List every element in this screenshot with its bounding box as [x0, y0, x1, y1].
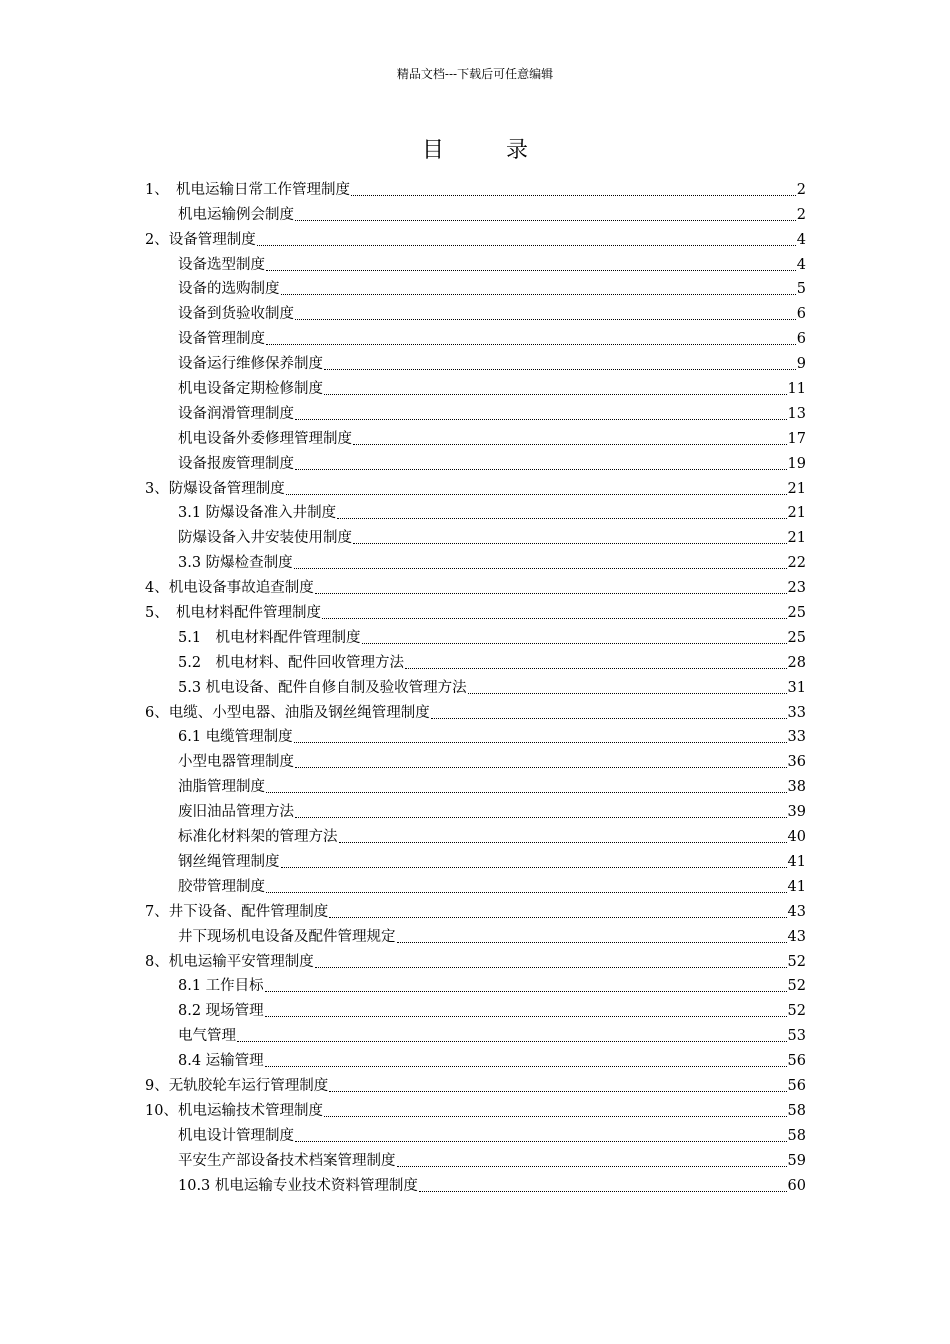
page-header: 精品文档---下载后可任意编辑: [396, 67, 554, 81]
toc-entry-page-number: 36: [787, 754, 806, 771]
dot-leader: [295, 220, 796, 221]
toc-entry-page-number: 4: [796, 256, 806, 273]
toc-entry-page-number: 60: [787, 1177, 806, 1194]
toc-entry[interactable]: [145, 1121, 806, 1146]
toc-entry-label: 设备的选购制度: [178, 281, 280, 298]
toc-entry-page-number: 43: [787, 903, 806, 920]
toc-entry-page-number: 19: [787, 455, 806, 472]
toc-entry-page-number: 28: [787, 654, 806, 671]
toc-entry-page-number: 22: [787, 555, 806, 572]
toc-entry-page-number: 11: [787, 381, 806, 398]
toc-entry-page-number: 38: [787, 779, 806, 796]
toc-entry-label: 油脂管理制度: [178, 779, 265, 796]
toc-title: 目录: [421, 138, 590, 163]
toc-entry-page-number: 52: [787, 978, 806, 995]
toc-entry-label: 设备润滑管理制度: [178, 405, 294, 422]
dot-leader: [468, 693, 787, 694]
toc-entry[interactable]: [145, 598, 806, 623]
toc-entry[interactable]: [145, 648, 806, 673]
toc-entry-label: 8.2 现场管理: [178, 1003, 264, 1020]
toc-entry[interactable]: [145, 275, 806, 300]
toc-entry-label: 10、机电运输技术管理制度: [145, 1102, 323, 1119]
dot-leader: [339, 842, 787, 843]
dot-leader: [315, 593, 787, 594]
toc-entry-label: 9、无轨胶轮车运行管理制度: [145, 1077, 329, 1094]
toc-entry[interactable]: [145, 947, 806, 972]
toc-entry-label: 8、机电运输平安管理制度: [145, 953, 314, 970]
toc-entry-label: 平安生产部设备技术档案管理制度: [178, 1152, 396, 1169]
toc-entry[interactable]: [145, 698, 806, 723]
dot-leader: [397, 1166, 787, 1167]
toc-entry-label: 设备选型制度: [178, 256, 265, 273]
toc-entry-label: 设备报废管理制度: [178, 455, 294, 472]
toc-entry-label: 3.3 防爆检查制度: [178, 555, 293, 572]
toc-entry[interactable]: [145, 449, 806, 474]
toc-entry[interactable]: [145, 374, 806, 399]
toc-entry[interactable]: [145, 299, 806, 324]
dot-leader: [265, 1016, 787, 1017]
toc-entry[interactable]: [145, 1146, 806, 1171]
toc-entry-label: 1、 机电运输日常工作管理制度: [145, 181, 350, 198]
toc-entry-page-number: 56: [787, 1053, 806, 1070]
toc-entry[interactable]: [145, 474, 806, 499]
toc-entry-label: 机电设备外委修理管理制度: [178, 430, 352, 447]
toc-entry[interactable]: [145, 797, 806, 822]
toc-entry-page-number: 6: [796, 306, 806, 323]
dot-leader: [295, 1141, 787, 1142]
dot-leader: [351, 195, 796, 196]
toc-entry[interactable]: [145, 872, 806, 897]
dot-leader: [265, 991, 787, 992]
toc-entry-page-number: 40: [787, 829, 806, 846]
toc-entry[interactable]: [145, 175, 806, 200]
toc-entry[interactable]: [145, 673, 806, 698]
toc-entry-page-number: 41: [787, 878, 806, 895]
dot-leader: [237, 1041, 787, 1042]
toc-entry-page-number: 31: [787, 679, 806, 696]
toc-entry-label: 8.4 运输管理: [178, 1053, 264, 1070]
dot-leader: [265, 1066, 787, 1067]
toc-entry-page-number: 41: [787, 853, 806, 870]
toc-entry-label: 防爆设备入井安装使用制度: [178, 530, 352, 547]
dot-leader: [405, 668, 786, 669]
toc-entry[interactable]: [145, 972, 806, 997]
toc-entry[interactable]: [145, 1096, 806, 1121]
toc-entry[interactable]: [145, 897, 806, 922]
toc-entry-label: 钢丝绳管理制度: [178, 853, 280, 870]
dot-leader: [324, 369, 796, 370]
toc-entry-page-number: 33: [787, 704, 806, 721]
toc-entry[interactable]: [145, 723, 806, 748]
toc-entry-label: 6.1 电缆管理制度: [178, 729, 293, 746]
dot-leader: [295, 469, 787, 470]
toc-entry-label: 4、机电设备事故追查制度: [145, 580, 314, 597]
toc-entry-page-number: 43: [787, 928, 806, 945]
dot-leader: [419, 1191, 787, 1192]
dot-leader: [294, 742, 787, 743]
toc-entry-label: 机电设备定期检修制度: [178, 381, 323, 398]
dot-leader: [337, 518, 786, 519]
dot-leader: [431, 718, 787, 719]
toc-entry-page-number: 21: [787, 480, 806, 497]
toc-entry-label: 标准化材料架的管理方法: [178, 829, 338, 846]
toc-entry-label: 2、设备管理制度: [145, 231, 256, 248]
toc-entry-page-number: 2: [796, 181, 806, 198]
dot-leader: [295, 817, 787, 818]
dot-leader: [315, 967, 787, 968]
toc-entry-label: 小型电器管理制度: [178, 754, 294, 771]
dot-leader: [397, 942, 787, 943]
toc-entry-page-number: 9: [796, 356, 806, 373]
toc-entry[interactable]: [145, 573, 806, 598]
toc-entry[interactable]: [145, 225, 806, 250]
toc-entry[interactable]: [145, 324, 806, 349]
dot-leader: [281, 867, 787, 868]
toc-entry-page-number: 53: [787, 1028, 806, 1045]
dot-leader: [329, 1091, 786, 1092]
toc-entry-label: 6、电缆、小型电器、油脂及钢丝绳管理制度: [145, 704, 430, 721]
toc-entry[interactable]: [145, 1021, 806, 1046]
toc-entry-label: 设备运行维修保养制度: [178, 356, 323, 373]
dot-leader: [329, 917, 786, 918]
dot-leader: [324, 394, 787, 395]
toc-entry-page-number: 25: [787, 629, 806, 646]
toc-entry-label: 10.3 机电运输专业技术资料管理制度: [178, 1177, 418, 1194]
toc-entry-label: 7、井下设备、配件管理制度: [145, 903, 329, 920]
toc-entry[interactable]: [145, 399, 806, 424]
dot-leader: [295, 419, 787, 420]
toc-entry-page-number: 23: [787, 580, 806, 597]
toc-entry-page-number: 6: [796, 331, 806, 348]
toc-entry-label: 8.1 工作目标: [178, 978, 264, 995]
dot-leader: [324, 1116, 787, 1117]
toc-entry-page-number: 13: [787, 405, 806, 422]
toc-entry-page-number: 56: [787, 1077, 806, 1094]
toc-entry[interactable]: [145, 250, 806, 275]
toc-entry-label: 机电设计管理制度: [178, 1127, 294, 1144]
toc-entry[interactable]: [145, 922, 806, 947]
toc-entry-label: 废旧油品管理方法: [178, 804, 294, 821]
toc-entry[interactable]: [145, 847, 806, 872]
dot-leader: [266, 892, 787, 893]
dot-leader: [353, 543, 787, 544]
toc-entry-label: 电气管理: [178, 1028, 236, 1045]
toc-entry[interactable]: [145, 200, 806, 225]
toc-entry[interactable]: [145, 548, 806, 573]
toc-entry[interactable]: [145, 996, 806, 1021]
toc-entry-page-number: 17: [787, 430, 806, 447]
toc-entry-label: 5.2 机电材料、配件回收管理方法: [178, 654, 405, 671]
toc-entry[interactable]: [145, 1171, 806, 1196]
dot-leader: [266, 270, 796, 271]
dot-leader: [286, 494, 787, 495]
toc-entry-page-number: 25: [787, 605, 806, 622]
toc-entry-label: 3、防爆设备管理制度: [145, 480, 285, 497]
toc-entry-page-number: 2: [796, 206, 806, 223]
toc-entry[interactable]: [145, 424, 806, 449]
toc-entry[interactable]: [145, 772, 806, 797]
toc-entry-label: 5、 机电材料配件管理制度: [145, 605, 321, 622]
toc-entry-label: 机电运输例会制度: [178, 206, 294, 223]
toc-entry-page-number: 58: [787, 1102, 806, 1119]
toc-entry[interactable]: [145, 1046, 806, 1071]
toc-entry-page-number: 58: [787, 1127, 806, 1144]
toc-entry-page-number: 39: [787, 804, 806, 821]
toc-entry-label: 3.1 防爆设备准入井制度: [178, 505, 337, 522]
toc-entry-page-number: 21: [787, 505, 806, 522]
toc-entry[interactable]: [145, 623, 806, 648]
table-of-contents: [145, 175, 806, 1196]
dot-leader: [266, 344, 796, 345]
toc-entry-label: 设备管理制度: [178, 331, 265, 348]
dot-leader: [295, 767, 787, 768]
toc-entry[interactable]: [145, 822, 806, 847]
toc-entry[interactable]: [145, 523, 806, 548]
toc-entry-label: 井下现场机电设备及配件管理规定: [178, 928, 396, 945]
dot-leader: [266, 792, 787, 793]
toc-entry-page-number: 59: [787, 1152, 806, 1169]
toc-entry[interactable]: [145, 349, 806, 374]
toc-entry-page-number: 4: [796, 231, 806, 248]
dot-leader: [353, 444, 787, 445]
toc-entry-page-number: 5: [796, 281, 806, 298]
dot-leader: [295, 319, 796, 320]
dot-leader: [281, 294, 796, 295]
toc-entry-page-number: 33: [787, 729, 806, 746]
toc-entry-label: 5.1 机电材料配件管理制度: [178, 629, 361, 646]
dot-leader: [294, 568, 787, 569]
toc-entry[interactable]: [145, 747, 806, 772]
toc-entry-label: 5.3 机电设备、配件自修自制及验收管理方法: [178, 679, 467, 696]
dot-leader: [322, 618, 787, 619]
dot-leader: [362, 643, 787, 644]
dot-leader: [257, 245, 796, 246]
toc-entry-page-number: 21: [787, 530, 806, 547]
toc-entry[interactable]: [145, 1071, 806, 1096]
toc-entry[interactable]: [145, 499, 806, 524]
toc-entry-page-number: 52: [787, 1003, 806, 1020]
toc-entry-label: 胶带管理制度: [178, 878, 265, 895]
toc-entry-label: 设备到货验收制度: [178, 306, 294, 323]
toc-entry-page-number: 52: [787, 953, 806, 970]
